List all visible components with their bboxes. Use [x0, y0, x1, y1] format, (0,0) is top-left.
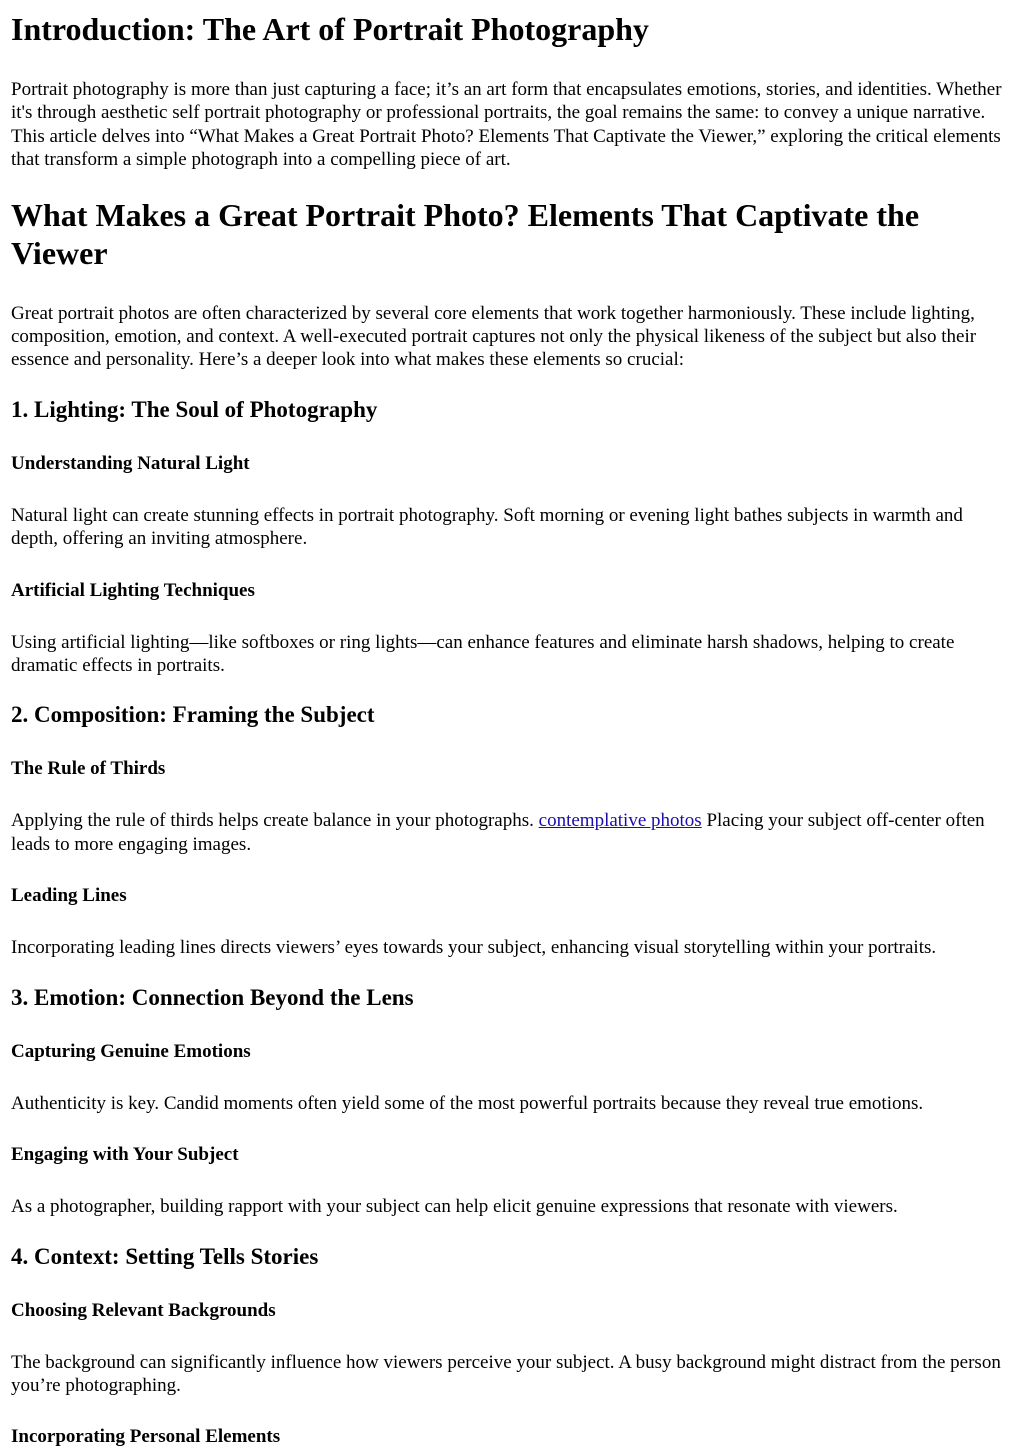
- natural-light-heading: Understanding Natural Light: [11, 452, 250, 474]
- intro-paragraph: Portrait photography is more than just capturing a face; it’s an art form that encapsulates emotions, stories, and identities. Whether it's through aesthetic self portrait photography or professional portraits, the goal remains the same: to convey a unique narrative. This article delves into “What Makes a Great Portrait Photo? Elements That Captivate the Viewer,” exploring the critical elements that transform a simple photograph into a compelling piece of art.: [11, 79, 1002, 171]
- article: [0, 10, 1024, 1449]
- emotion-heading: 3. Emotion: Connection Beyond the Lens: [11, 984, 414, 1010]
- composition-heading: 2. Composition: Framing the Subject: [11, 702, 375, 728]
- backgrounds-paragraph: The background can significantly influence how viewers perceive your subject. A busy background might distract from the person you’re photographing.: [11, 1351, 1001, 1396]
- genuine-emotions-heading: Capturing Genuine Emotions: [11, 1040, 251, 1062]
- main-paragraph: Great portrait photos are often characterized by several core elements that work together harmoniously. These include lighting, composition, emotion, and context. A well-executed portrait captures not only the physical likeness of the subject but also their essence and personality. Here’s a deeper look into what makes these elements so crucial:: [11, 302, 977, 371]
- contemplative-photos-link[interactable]: contemplative photos: [538, 810, 702, 832]
- engaging-subject-heading: Engaging with Your Subject: [11, 1144, 239, 1166]
- rule-of-thirds-heading: The Rule of Thirds: [11, 758, 166, 780]
- leading-lines-heading: Leading Lines: [11, 885, 127, 907]
- main-title: What Makes a Great Portrait Photo? Elements That Captivate the Viewer: [11, 196, 920, 271]
- natural-light-paragraph: Natural light can create stunning effects in portrait photography. Soft morning or evening light bathes subjects in warmth and depth, offering an inviting atmosphere.: [11, 504, 963, 550]
- rule-of-thirds-text-after: Placing your subject off-center often leads to more engaging images.: [11, 810, 985, 855]
- lighting-heading: 1. Lighting: The Soul of Photography: [11, 396, 378, 422]
- intro-title: Introduction: The Art of Portrait Photography: [11, 11, 649, 47]
- genuine-emotions-paragraph: Authenticity is key. Candid moments often yield some of the most powerful portraits because they reveal true emotions.: [11, 1092, 924, 1114]
- context-heading: 4. Context: Setting Tells Stories: [11, 1243, 319, 1269]
- personal-elements-heading: Incorporating Personal Elements: [11, 1426, 281, 1448]
- backgrounds-heading: Choosing Relevant Backgrounds: [11, 1299, 276, 1321]
- engaging-subject-paragraph: As a photographer, building rapport with your subject can help elicit genuine expressions that resonate with viewers.: [11, 1196, 898, 1218]
- rule-of-thirds-text-before: Applying the rule of thirds helps create balance in your photographs.: [11, 810, 539, 832]
- artificial-lighting-heading: Artificial Lighting Techniques: [11, 579, 255, 601]
- artificial-lighting-paragraph: Using artificial lighting—like softboxes or ring lights—can enhance features and eliminate harsh shadows, helping to create dramatic effects in portraits.: [11, 631, 955, 677]
- rule-of-thirds-paragraph: [11, 809, 1013, 856]
- leading-lines-paragraph: Incorporating leading lines directs viewers’ eyes towards your subject, enhancing visual storytelling within your portraits.: [11, 937, 937, 959]
